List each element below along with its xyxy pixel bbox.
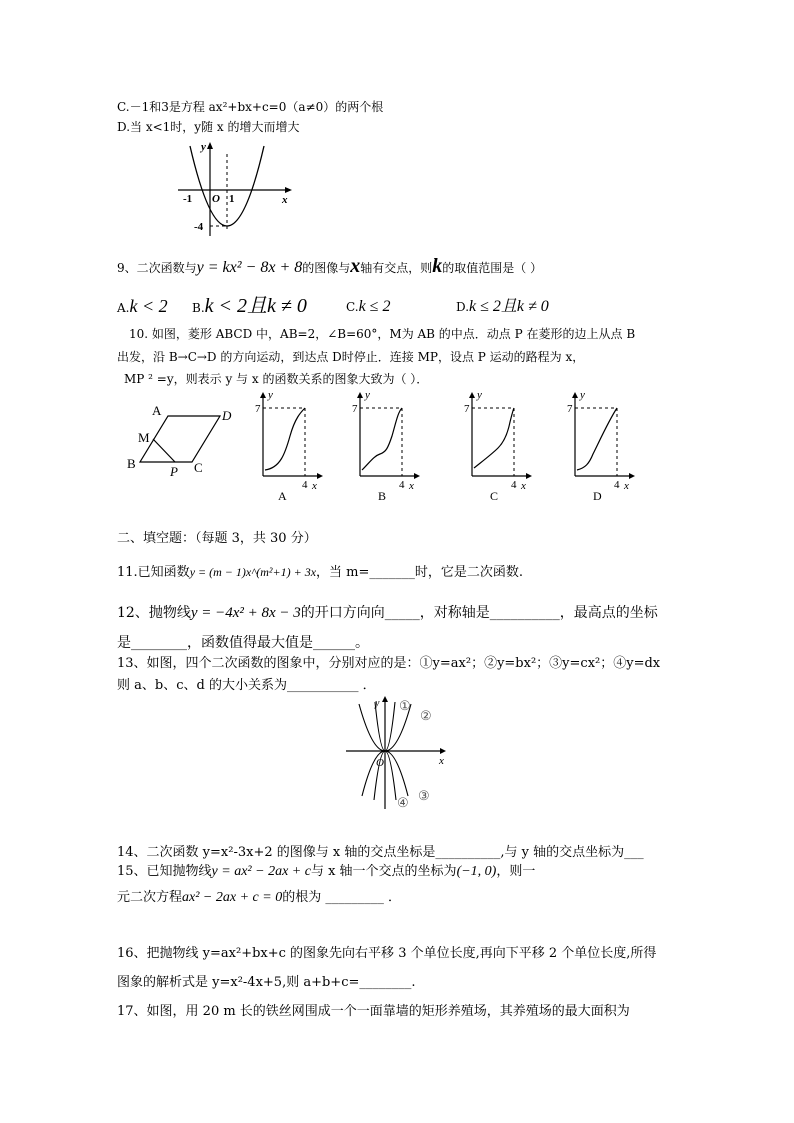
- q15-line2: 元二次方程ax² − 2ax + c = 0的根为 _________ ．: [117, 890, 401, 905]
- q13-fig-y-label: y: [375, 698, 380, 709]
- q9-option-c: C.k ≤ 2: [346, 298, 391, 315]
- svg-text:4: 4: [614, 479, 620, 491]
- q15-line1: 15、已知抛物线y = ax² − 2ax + c与 x 轴一个交点的坐标为(−1, 0)，则一: [117, 864, 536, 879]
- q13-parabolas-figure: [340, 694, 460, 816]
- q16-line2: 图象的解析式是 y=x²-4x+5,则 a+b+c=________.: [117, 975, 416, 990]
- q8-fig-origin: O: [212, 193, 220, 205]
- q9-stem: 9、二次函数与y = kx² − 8x + 8的图像与x轴有交点，则k的取值范围是（ ）: [117, 255, 543, 277]
- q9-option-b: B.k < 2且k ≠ 0: [192, 295, 307, 317]
- svg-text:4: 4: [302, 479, 308, 491]
- q16-line1: 16、把抛物线 y=ax²+bx+c 的图象先向右平移 3 个单位长度,再向下平移 2 个单位长度,所得: [117, 946, 657, 961]
- svg-text:4: 4: [399, 479, 405, 491]
- rhombus-label-m: M: [138, 430, 150, 445]
- q8-fig-x-label: x: [282, 194, 288, 206]
- rhombus-label-a: A: [152, 403, 162, 418]
- graph-a-caption: A: [278, 489, 287, 503]
- q10-graph-b: [352, 388, 424, 506]
- svg-text:x: x: [521, 480, 526, 492]
- q10-line2: 出发，沿 B→C→D 的方向运动，到达点 D时停止．连接 MP，设点 P 运动的路程为 x，: [117, 350, 585, 364]
- q9-option-a: A.k < 2: [117, 296, 168, 316]
- q13-line2: 则 a、b、c、d 的大小关系为___________ ．: [117, 678, 376, 693]
- svg-text:x: x: [312, 480, 317, 492]
- q17-line1: 17、如图，用 20 m 长的铁丝网围成一个一面靠墙的矩形养殖场，其养殖场的最大面积为: [117, 1004, 630, 1019]
- svg-text:y: y: [268, 389, 273, 401]
- q8-fig-tick-neg1: -1: [183, 193, 193, 205]
- q10-rhombus-figure: [124, 402, 244, 482]
- q10-graph-d: [567, 388, 639, 506]
- q10-graph-c: [464, 388, 536, 506]
- q12-line2: 是________，函数值得最大值是______。: [117, 635, 369, 651]
- svg-text:x: x: [624, 480, 629, 492]
- q13-fig-x-label: x: [439, 755, 444, 767]
- graph-b-caption: B: [378, 489, 387, 503]
- rhombus-label-p: P: [170, 464, 178, 479]
- q9-option-d: D.k ≤ 2且k ≠ 0: [456, 298, 549, 315]
- q10-graph-a: [255, 388, 327, 506]
- graph-d-caption: D: [593, 489, 602, 503]
- svg-text:y: y: [365, 389, 370, 401]
- q13-line1: 13、如图，四个二次函数的图象中，分别对应的是：①y=ax²；②y=bx²；③y=cx²；④y=dx: [117, 656, 661, 671]
- q13-curve-4-label: ④: [397, 795, 409, 810]
- q8-option-c: C.－1和3是方程 ax²+bx+c=0（a≠0）的两个根: [117, 100, 384, 114]
- q8-fig-tick-1: 1: [229, 193, 235, 205]
- q13-curve-1-label: ①: [399, 698, 411, 713]
- graph-c-caption: C: [490, 489, 499, 503]
- q10-line1: 10. 如图，菱形 ABCD 中，AB=2，∠B=60°，M为 AB 的中点．动点 P 在菱形的边上从点 B: [129, 327, 636, 341]
- rhombus-label-d: D: [222, 408, 232, 423]
- q8-option-d: D.当 x<1时，y随 x 的增大而增大: [117, 120, 300, 134]
- q8-fig-tick-neg4: -4: [194, 221, 204, 233]
- section-2-title: 二、填空题：（每题 3，共 30 分）: [117, 531, 317, 546]
- svg-text:y: y: [477, 389, 482, 401]
- q11: 11.已知函数y = (m − 1)x^(m²+1) + 3x，当 m=_______时，它是二次函数.: [117, 565, 524, 580]
- q13-fig-origin: O: [376, 757, 384, 769]
- q13-curve-3-label: ③: [418, 788, 430, 803]
- q12-line1: 12、抛物线y = −4x² + 8x − 3的开口方向向_____，对称轴是__________，最高点的坐标: [117, 605, 658, 621]
- svg-text:x: x: [409, 480, 414, 492]
- q14: 14、二次函数 y=x²-3x+2 的图像与 x 轴的交点坐标是__________,与 y 轴的交点坐标为___: [117, 845, 644, 860]
- svg-text:y: y: [580, 389, 585, 401]
- svg-text:4: 4: [511, 479, 517, 491]
- rhombus-label-c: C: [194, 460, 203, 475]
- q8-parabola-figure: [170, 140, 300, 240]
- rhombus-label-b: B: [127, 456, 136, 471]
- svg-text:7: 7: [352, 403, 358, 415]
- svg-text:7: 7: [567, 403, 573, 415]
- q10-line3: MP ² =y，则表示 y 与 x 的函数关系的图象大致为（ ）．: [124, 372, 429, 386]
- svg-text:7: 7: [464, 403, 470, 415]
- q13-curve-2-label: ②: [420, 708, 432, 723]
- q8-fig-y-label: y: [201, 141, 206, 153]
- svg-text:7: 7: [255, 403, 261, 415]
